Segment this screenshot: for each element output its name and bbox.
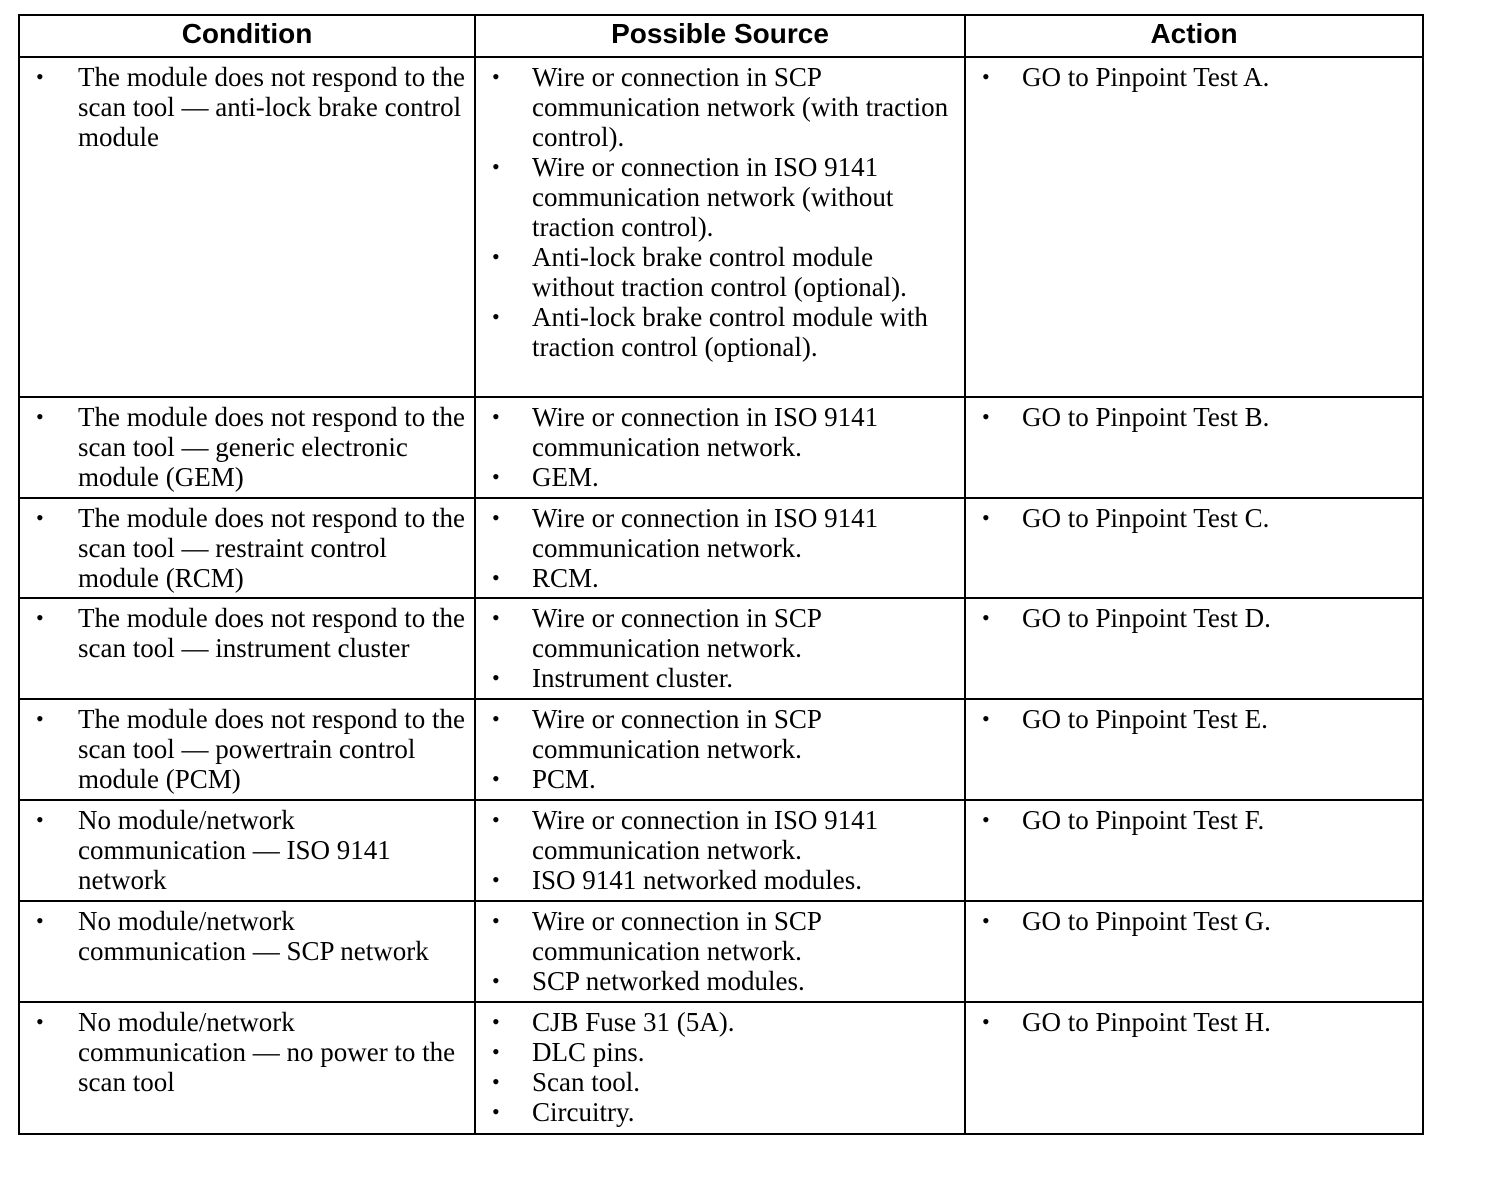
condition-text: • No module/network communication — no power to the scan tool [30,1007,466,1097]
source-cell [475,397,965,498]
table-row [19,901,1423,1002]
source-item: • Anti-lock brake control module without traction control (optional). [486,242,956,302]
action-text: • GO to Pinpoint Test E. [976,704,1414,734]
action-text: • GO to Pinpoint Test C. [976,503,1414,533]
condition-cell [19,498,475,598]
header-action: Action [965,15,1423,57]
source-item: • DLC pins. [486,1037,956,1067]
action-text: • GO to Pinpoint Test F. [976,805,1414,835]
action-cell [965,1002,1423,1134]
condition-text: • No module/network communication — ISO 9141 network [30,805,466,895]
source-item: • GEM. [486,462,956,492]
condition-text: • No module/network communication — SCP network [30,906,466,966]
header-row [19,15,1423,57]
source-item: • CJB Fuse 31 (5A). [486,1007,956,1037]
action-cell [965,498,1423,598]
source-item: • Wire or connection in SCP communication network. [486,603,956,663]
source-cell [475,498,965,598]
condition-cell [19,397,475,498]
table-row [19,598,1423,699]
header-condition: Condition [19,15,475,57]
condition-cell [19,800,475,901]
table-row [19,397,1423,498]
action-cell [965,598,1423,699]
action-cell [965,800,1423,901]
condition-cell [19,1002,475,1134]
condition-text: • The module does not respond to the scan tool — powertrain control module (PCM) [30,704,466,794]
action-text: • GO to Pinpoint Test D. [976,603,1414,633]
source-item: • SCP networked modules. [486,966,956,996]
source-item: • Circuitry. [486,1097,956,1127]
source-item: • Wire or connection in ISO 9141 communication network. [486,805,956,865]
condition-text: • The module does not respond to the scan tool — restraint control module (RCM) [30,503,466,593]
source-cell [475,598,965,699]
source-item: • ISO 9141 networked modules. [486,865,956,895]
source-cell [475,1002,965,1134]
condition-cell [19,699,475,800]
diagnosis-table [18,14,1424,1135]
source-item: • Wire or connection in ISO 9141 communication network. [486,402,956,462]
source-item: • Wire or connection in SCP communication network (with traction control). [486,62,956,152]
table-row [19,498,1423,598]
condition-text: • The module does not respond to the scan tool — instrument cluster [30,603,466,663]
source-item: • Scan tool. [486,1067,956,1097]
condition-cell [19,901,475,1002]
action-text: • GO to Pinpoint Test H. [976,1007,1414,1037]
header-possible-source: Possible Source [475,15,965,57]
source-item: • PCM. [486,764,956,794]
source-item: • Instrument cluster. [486,663,956,693]
source-cell [475,57,965,397]
source-item: • Wire or connection in SCP communication network. [486,704,956,764]
source-cell [475,901,965,1002]
source-item: • Wire or connection in SCP communication network. [486,906,956,966]
condition-text: • The module does not respond to the scan tool — anti-lock brake control module [30,62,466,152]
action-cell [965,699,1423,800]
source-cell [475,699,965,800]
condition-cell [19,57,475,397]
source-cell [475,800,965,901]
action-cell [965,397,1423,498]
action-cell [965,901,1423,1002]
table-row [19,699,1423,800]
source-item: • RCM. [486,563,956,593]
condition-text: • The module does not respond to the scan tool — generic electronic module (GEM) [30,402,466,492]
action-text: • GO to Pinpoint Test A. [976,62,1414,92]
action-text: • GO to Pinpoint Test B. [976,402,1414,432]
table-row [19,1002,1423,1134]
source-item: • Anti-lock brake control module with traction control (optional). [486,302,956,362]
source-item: • Wire or connection in ISO 9141 communication network. [486,503,956,563]
source-item: • Wire or connection in ISO 9141 communication network (without traction control). [486,152,956,242]
action-cell [965,57,1423,397]
table-row [19,800,1423,901]
table-row [19,57,1423,397]
condition-cell [19,598,475,699]
action-text: • GO to Pinpoint Test G. [976,906,1414,936]
